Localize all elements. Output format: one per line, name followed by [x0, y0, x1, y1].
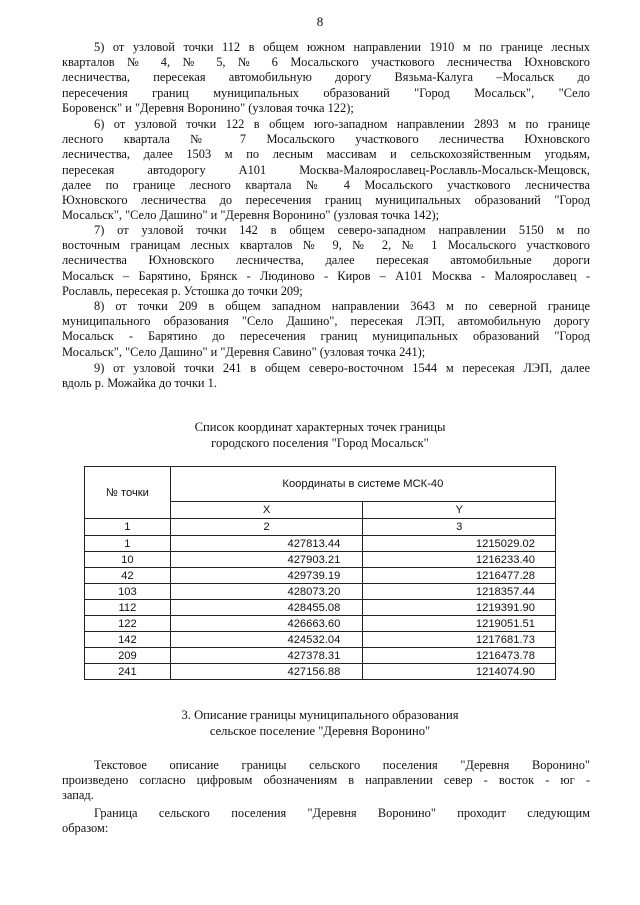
table-row [85, 632, 556, 648]
boundary-paragraph-9 [62, 361, 590, 391]
text-line: Граница сельского поселения "Деревня Воронино" проходит следующим [94, 806, 590, 820]
boundary-paragraph-5 [62, 40, 590, 116]
table-cell-point: 241 [85, 664, 171, 680]
text-line: муниципального образования "Село Дашино", пересекая ЛЭП, автомобильную дорогу [62, 314, 590, 329]
column-header-x: X [170, 502, 363, 519]
table-row [85, 536, 556, 552]
text-line: Рославль, пересекая р. Устошка до точки 209; [62, 283, 303, 298]
text-line: 8) от точки 209 в общем западном направлении 3643 м по северной границе [94, 299, 590, 313]
table-cell-point: 209 [85, 648, 171, 664]
text-line: 9) от узловой точки 241 в общем северо-восточном 1544 м пересекая ЛЭП, далее [94, 361, 590, 375]
table-row [85, 600, 556, 616]
table-header-row [85, 467, 556, 502]
table-cell-y: 1216477.28 [363, 568, 556, 584]
table-cell-x: 424532.04 [170, 632, 363, 648]
table-cell-x: 427156.88 [170, 664, 363, 680]
table-cell-x: 428455.08 [170, 600, 363, 616]
table-row [85, 552, 556, 568]
page-number: 8 [316, 14, 324, 29]
table-cell-x: 429739.19 [170, 568, 363, 584]
column-header-coordinates: Координаты в системе МСК-40 [170, 467, 555, 502]
text-line: лесничества, далее 1503 м по лесным массивам и сельскохозяйственным угодьям, [62, 147, 590, 162]
table-cell: 2 [170, 519, 363, 536]
table-cell-point: 142 [85, 632, 171, 648]
section-heading-line: 3. Описание границы муниципального образования [181, 708, 459, 722]
table-index-row [85, 519, 556, 536]
text-line: 6) от узловой точки 122 в общем юго-западном направлении 2893 м по границе [94, 117, 590, 131]
text-line: Боровенск" и "Деревня Воронино" (узловая точка 122); [62, 100, 354, 115]
text-line: 7) от узловой точки 142 в общем северо-западном направлении 5150 м по [94, 223, 590, 237]
text-line: Мосальск - Барятино до пересечения границ муниципальных образований "Город [62, 329, 590, 344]
table-cell-y: 1218357.44 [363, 584, 556, 600]
text-line: Мосальск – Барятино, Брянск - Людиново - Киров – А101 Москва - Малоярославец - [62, 268, 590, 283]
table-cell-x: 426663.60 [170, 616, 363, 632]
text-line: лесного квартала № 7 Мосальского участкового лесничества Юхновского [62, 132, 590, 147]
coordinates-table [84, 466, 556, 680]
text-line: Текстовое описание границы сельского поселения "Деревня Воронино" [94, 758, 590, 772]
text-line: Мосальск", "Село Дашино" и "Деревня Воронино" (узловая точка 142); [62, 208, 440, 223]
table-caption-line: Список координат характерных точек границы [194, 420, 446, 434]
table-cell-y: 1217681.73 [363, 632, 556, 648]
table-row [85, 664, 556, 680]
table-cell-point: 112 [85, 600, 171, 616]
table-cell-y: 1219391.90 [363, 600, 556, 616]
table-cell-point: 122 [85, 616, 171, 632]
table-cell-x: 427813.44 [170, 536, 363, 552]
boundary-intro-paragraph [62, 806, 590, 836]
text-line: образом: [62, 821, 109, 836]
table-caption-line: городского поселения "Город Мосальск" [211, 435, 429, 450]
text-line: 5) от узловой точки 112 в общем южном направлении 1910 м по границе лесных [94, 40, 590, 54]
text-line: пересечения границ муниципальных образований "Город Мосальск", "Село [62, 85, 590, 100]
text-line: Мосальск", "Село Дашино" и "Деревня Савино" (узловая точка 241); [62, 344, 426, 359]
text-line: запад. [62, 788, 94, 803]
table-cell: 1 [85, 519, 171, 536]
boundary-paragraph-7 [62, 223, 590, 299]
table-row [85, 584, 556, 600]
table-cell-point: 42 [85, 568, 171, 584]
table-row [85, 568, 556, 584]
text-line: Юхновского лесничества до пересечения границ муниципальных образований "Город [62, 193, 590, 208]
table-cell-point: 10 [85, 552, 171, 568]
boundary-paragraph-6 [62, 117, 590, 223]
table-row [85, 648, 556, 664]
text-line: произведено согласно цифровым обозначениям в направлении север - восток - юг - [62, 773, 590, 788]
boundary-paragraph-8 [62, 299, 590, 360]
text-line: далее по границе лесного квартала № 4 Мосальского участкового лесничества [62, 177, 590, 192]
table-cell-y: 1216233.40 [363, 552, 556, 568]
text-line: восточным границам лесных кварталов № 9, № 2, № 1 Мосальского участкового [62, 238, 590, 253]
text-line: пересекая автодорогу А101 Москва-Малоярославец-Рославль-Мосальск-Мещовск, [62, 162, 590, 177]
section-heading-line: сельское поселение "Деревня Воронино" [209, 723, 431, 738]
table-cell-y: 1219051.51 [363, 616, 556, 632]
table-cell-point: 103 [85, 584, 171, 600]
column-header-point: № точки [85, 467, 171, 519]
table-cell-x: 427903.21 [170, 552, 363, 568]
table-row [85, 616, 556, 632]
table-cell: 3 [363, 519, 556, 536]
description-paragraph [62, 758, 590, 804]
table-cell-y: 1216473.78 [363, 648, 556, 664]
table-cell-y: 1215029.02 [363, 536, 556, 552]
table-caption [0, 420, 640, 451]
column-header-y: Y [363, 502, 556, 519]
section-heading [0, 708, 640, 739]
text-line: кварталов № 4, № 5, № 6 Мосальского участкового лесничества Юхновского [62, 55, 590, 70]
table-cell-x: 428073.20 [170, 584, 363, 600]
text-line: лесничества Юхновского лесничества, далее пересекая автомобильные дороги [62, 253, 590, 268]
text-line: вдоль р. Можайка до точки 1. [62, 376, 217, 391]
text-line: лесничества, пересекая автомобильную дорогу Вязьма-Калуга –Мосальск до [62, 70, 590, 85]
table-cell-y: 1214074.90 [363, 664, 556, 680]
table-cell-point: 1 [85, 536, 171, 552]
table-cell-x: 427378.31 [170, 648, 363, 664]
